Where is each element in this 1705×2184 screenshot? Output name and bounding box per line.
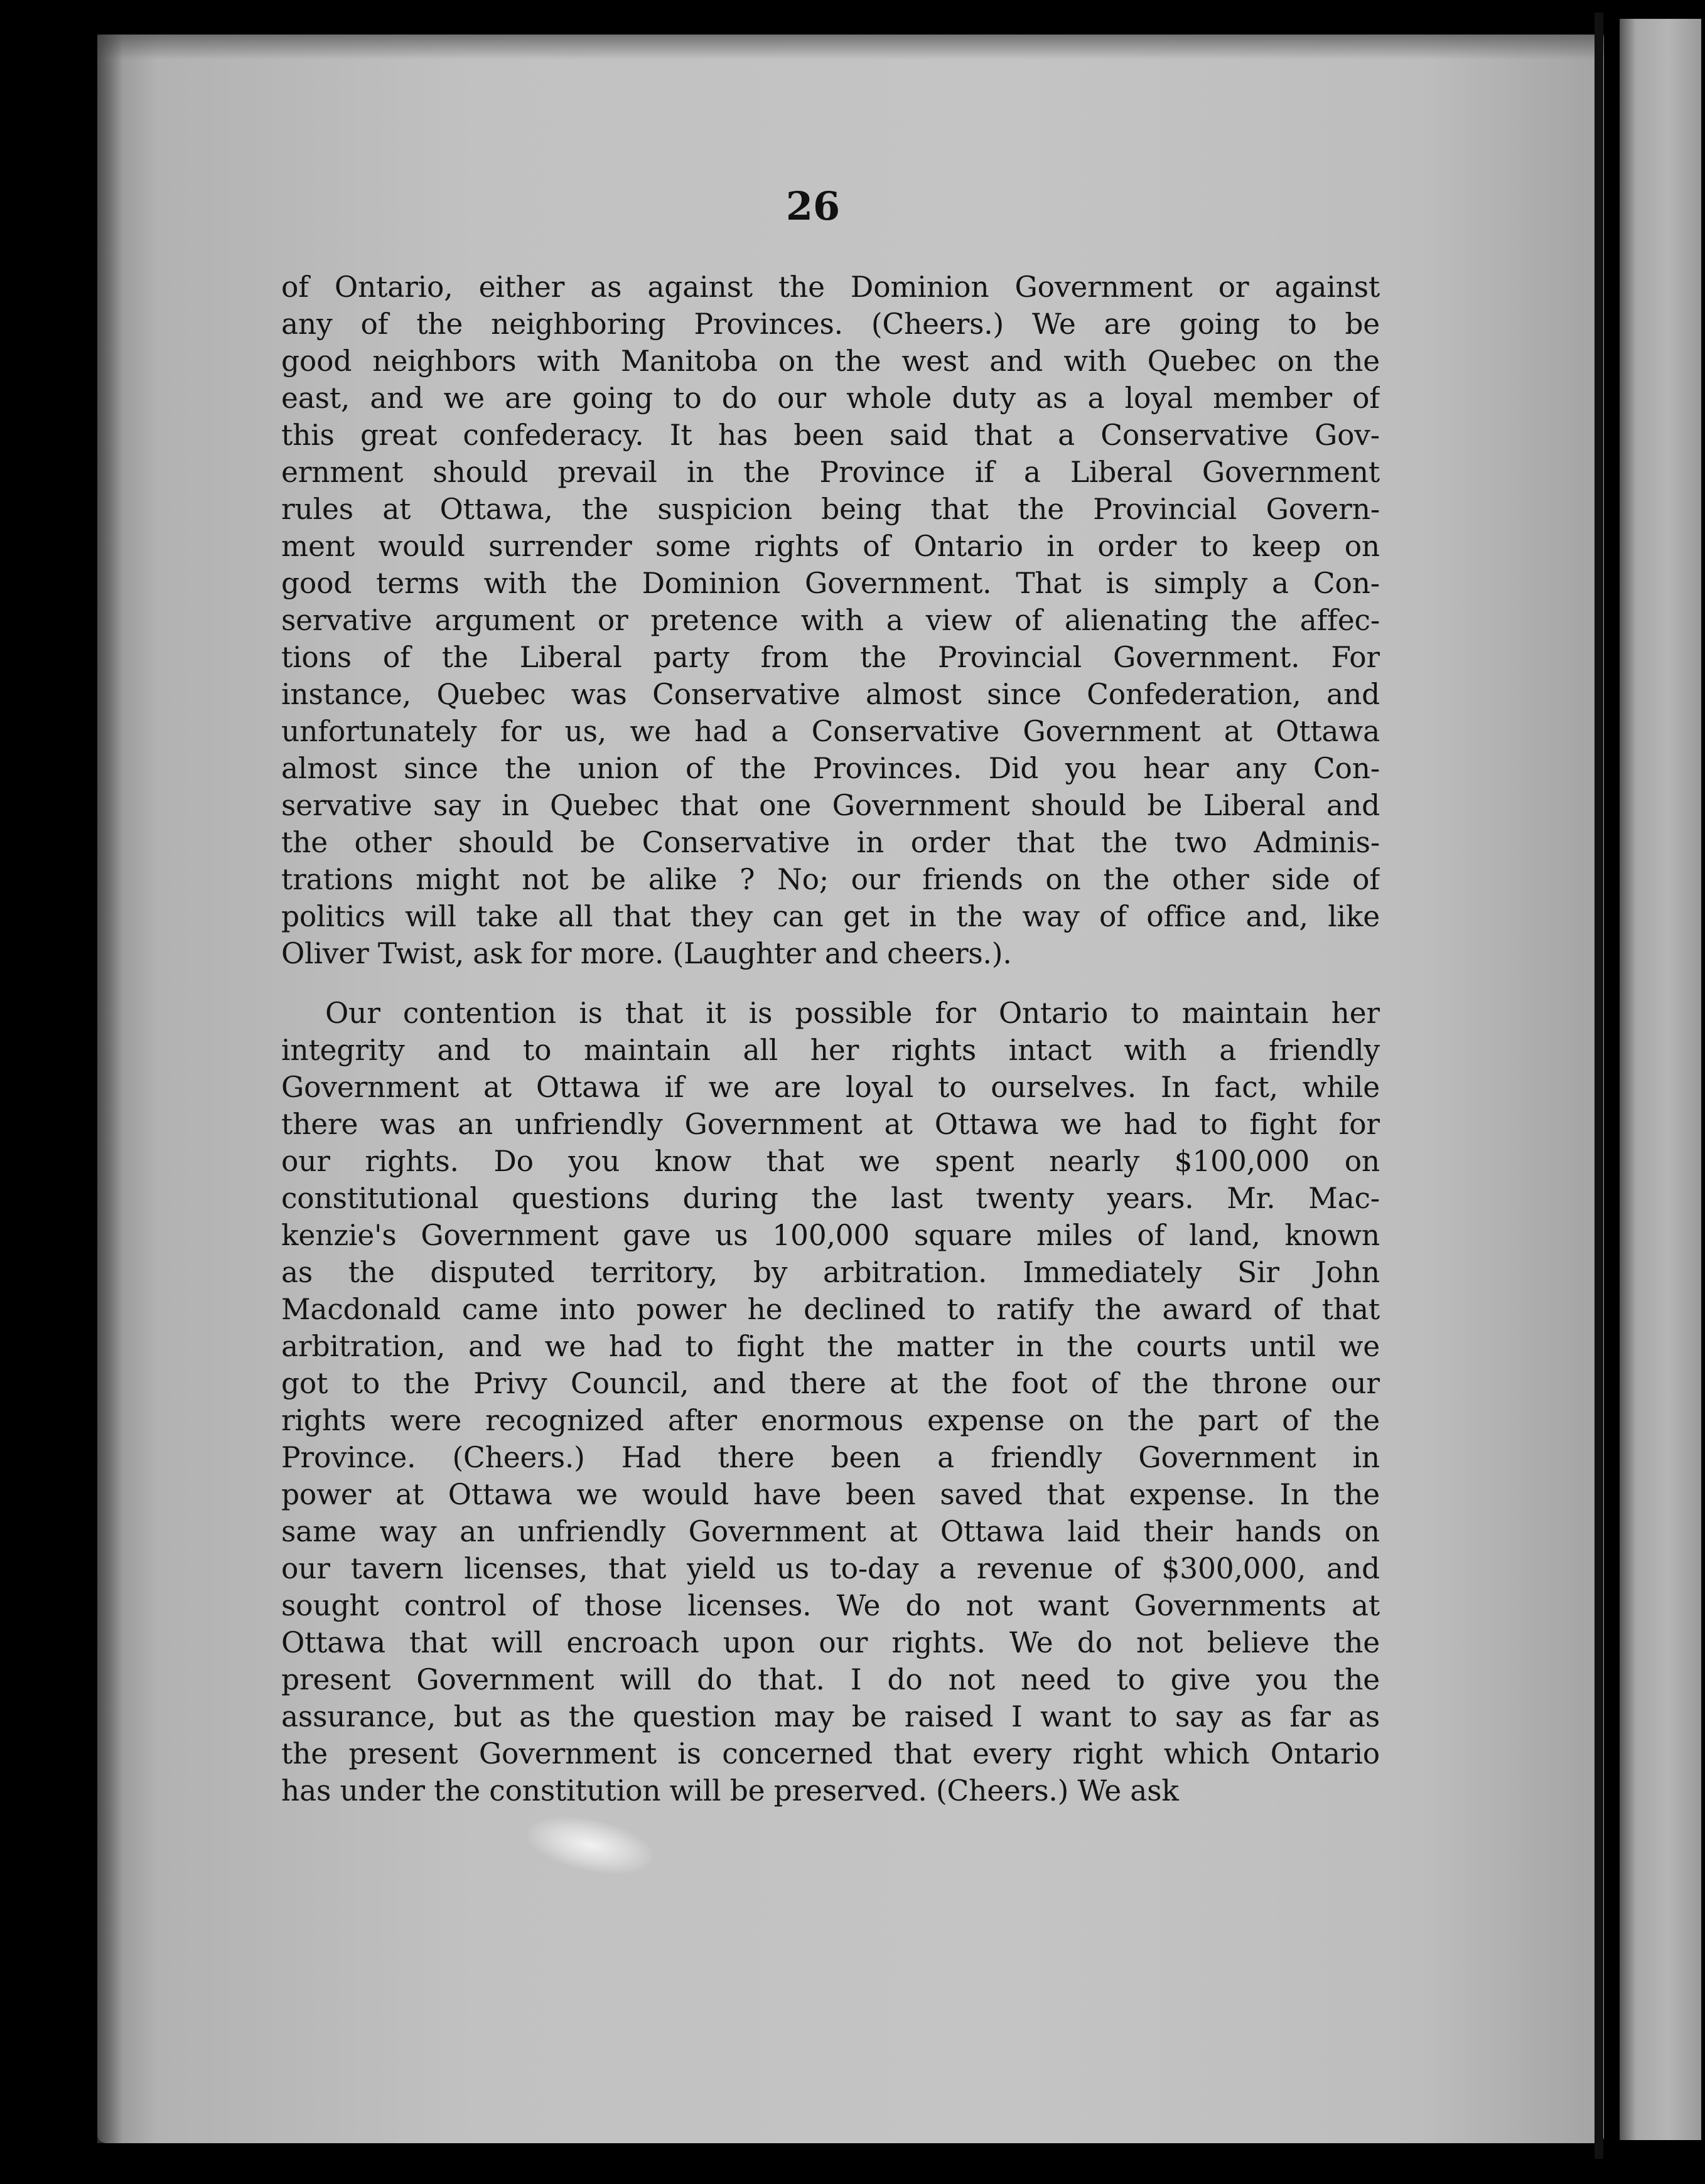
text-line: rules at Ottawa, the suspicion being that the Provincial Govern- (281, 493, 1380, 526)
page-gutter (1595, 13, 1603, 2159)
page-shadow-left (97, 35, 122, 2143)
page-number: 26 (785, 183, 841, 229)
text-line: any of the neighboring Provinces. (Cheers.) We are going to be (281, 308, 1380, 341)
text-line: same way an unfriendly Government at Ottawa laid their hands on (281, 1515, 1380, 1548)
text-line: politics will take all that they can get in the way of office and, like (281, 900, 1380, 933)
text-line: servative say in Quebec that one Government should be Liberal and (281, 789, 1380, 822)
paragraph-1 (281, 269, 1380, 972)
body-text (281, 269, 1380, 1809)
text-line: as the disputed territory, by arbitration. Immediately Sir John (281, 1256, 1380, 1289)
text-line: the other should be Conservative in order that the two Adminis- (281, 826, 1380, 859)
text-line: trations might not be alike ? No; our friends on the other side of (281, 863, 1380, 896)
text-line: Ottawa that will encroach upon our rights. We do not believe the (281, 1626, 1380, 1659)
text-line: this great confederacy. It has been said that a Conservative Gov- (281, 419, 1380, 452)
text-line: almost since the union of the Provinces. Did you hear any Con- (281, 752, 1380, 785)
text-line: instance, Quebec was Conservative almost since Confederation, and (281, 678, 1380, 711)
adjacent-page-strip (1620, 19, 1701, 2140)
text-line: has under the constitution will be preserved. (Cheers.) We ask (281, 1774, 1179, 1807)
text-line: ment would surrender some rights of Ontario in order to keep on (281, 530, 1380, 563)
text-line: good neighbors with Manitoba on the west and with Quebec on the (281, 345, 1380, 378)
text-line: ernment should prevail in the Province if a Liberal Government (281, 456, 1380, 489)
text-line: sought control of those licenses. We do not want Governments at (281, 1589, 1380, 1622)
text-line: Government at Ottawa if we are loyal to ourselves. In fact, while (281, 1071, 1380, 1104)
text-line: Our contention is that it is possible for Ontario to maintain her (325, 997, 1380, 1030)
text-line: rights were recognized after enormous expense on the part of the (281, 1404, 1380, 1437)
text-line: Province. (Cheers.) Had there been a friendly Government in (281, 1441, 1380, 1474)
text-line: there was an unfriendly Government at Ottawa we had to fight for (281, 1108, 1380, 1141)
text-line: Oliver Twist, ask for more. (Laughter and cheers.). (281, 937, 1012, 970)
text-line: assurance, but as the question may be raised I want to say as far as (281, 1700, 1380, 1733)
text-line: got to the Privy Council, and there at the foot of the throne our (281, 1367, 1380, 1400)
text-line: integrity and to maintain all her rights intact with a friendly (281, 1034, 1380, 1067)
paragraph-2 (281, 995, 1380, 1809)
text-line: unfortunately for us, we had a Conservative Government at Ottawa (281, 715, 1380, 748)
text-line: east, and we are going to do our whole duty as a loyal member of (281, 382, 1380, 415)
text-line: power at Ottawa we would have been saved that expense. In the (281, 1478, 1380, 1511)
text-line: kenzie's Government gave us 100,000 square miles of land, known (281, 1219, 1380, 1252)
text-line: the present Government is concerned that every right which Ontario (281, 1737, 1380, 1770)
text-line: servative argument or pretence with a view of alienating the affec- (281, 604, 1380, 637)
text-line: Macdonald came into power he declined to ratify the award of that (281, 1293, 1380, 1326)
text-line: of Ontario, either as against the Dominion Government or against (281, 270, 1380, 304)
text-line: good terms with the Dominion Government. That is simply a Con- (281, 567, 1380, 600)
page-shadow-top (97, 35, 1604, 60)
text-line: present Government will do that. I do not need to give you the (281, 1663, 1380, 1696)
text-line: constitutional questions during the last twenty years. Mr. Mac- (281, 1182, 1380, 1215)
text-line: arbitration, and we had to fight the matter in the courts until we (281, 1330, 1380, 1363)
text-line: tions of the Liberal party from the Provincial Government. For (281, 641, 1380, 674)
text-line: our rights. Do you know that we spent nearly $100,000 on (281, 1145, 1380, 1178)
text-line: our tavern licenses, that yield us to-day a revenue of $300,000, and (281, 1552, 1380, 1585)
